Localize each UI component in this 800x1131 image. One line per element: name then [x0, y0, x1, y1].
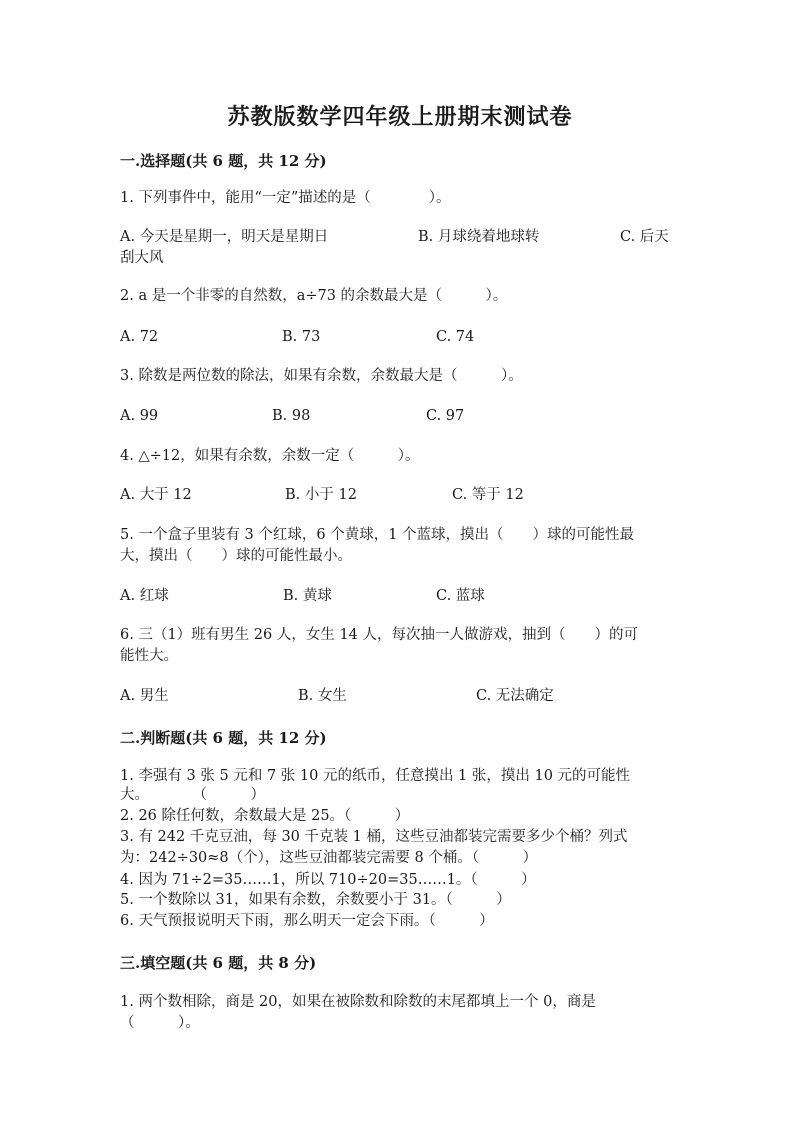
judge-line: 3. 有 242 千克豆油，每 30 千克装 1 桶，这些豆油都装完需要多少个桶？列式 — [120, 829, 628, 845]
judge-line: 为：242÷30≈8（个），这些豆油都装完需要 8 个桶。（ ） — [120, 850, 538, 866]
fill-line: 1. 两个数相除，商是 20，如果在被除数和除数的末尾都填上一个 0，商是 — [120, 994, 596, 1010]
section-heading-fill: 三.填空题(共 6 题，共 8 分) — [120, 954, 317, 972]
question-option: B. 73 — [282, 329, 321, 345]
question-option: B. 月球绕着地球转 — [418, 229, 540, 245]
question-option: C. 97 — [426, 408, 465, 424]
question-option: C. 74 — [436, 329, 475, 345]
fill-line: （ ）。 — [120, 1015, 200, 1031]
judge-line: 4. 因为 71÷2=35……1，所以 710÷20=35……1。（ ） — [120, 872, 536, 888]
question-option: A. 大于 12 — [120, 487, 192, 503]
section-heading-choice: 一.选择题(共 6 题，共 12 分) — [120, 152, 327, 170]
question-option: C. 蓝球 — [436, 588, 485, 604]
judge-line: 6. 天气预报说明天下雨，那么明天一定会下雨。（ ） — [120, 913, 494, 929]
question-option: A. 72 — [120, 329, 159, 345]
question-stem: 3. 除数是两位数的除法，如果有余数，余数最大是（ ）。 — [120, 368, 523, 384]
question-stem-wrap: 能性大。 — [120, 648, 178, 664]
question-option: A. 今天是星期一，明天是星期日 — [120, 229, 329, 245]
question-option-wrap: 刮大风 — [120, 250, 164, 266]
question-stem: 5. 一个盒子里装有 3 个红球，6 个黄球，1 个蓝球，摸出（ ）球的可能性最 — [120, 527, 635, 543]
question-option: A. 男生 — [120, 688, 169, 704]
question-option: A. 红球 — [120, 588, 169, 604]
question-stem-wrap: 大，摸出（ ）球的可能性最小。 — [120, 548, 352, 564]
question-stem: 4. △÷12，如果有余数，余数一定（ ）。 — [120, 448, 420, 464]
question-option: B. 98 — [272, 408, 311, 424]
question-stem: 6. 三（1）班有男生 26 人，女生 14 人，每次抽一人做游戏，抽到（ ）的可 — [120, 627, 639, 643]
question-option: C. 等于 12 — [452, 487, 524, 503]
judge-line: 大。 （ ） — [120, 787, 265, 803]
question-option: B. 小于 12 — [285, 487, 357, 503]
question-option: B. 女生 — [298, 688, 347, 704]
question-stem: 1. 下列事件中，能用“一定”描述的是（ ）。 — [120, 190, 451, 206]
question-option: A. 99 — [120, 408, 159, 424]
judge-line: 5. 一个数除以 31，如果有余数，余数要小于 31。（ ） — [120, 892, 511, 908]
question-stem: 2. a 是一个非零的自然数，a÷73 的余数最大是（ ）。 — [120, 288, 508, 304]
question-option: B. 黄球 — [283, 588, 332, 604]
page-title: 苏教版数学四年级上册期末测试卷 — [227, 104, 573, 130]
question-option: C. 后天 — [620, 229, 669, 245]
judge-line: 1. 李强有 3 张 5 元和 7 张 10 元的纸币，任意摸出 1 张，摸出 10 元的可能性 — [120, 768, 631, 784]
section-heading-judge: 二.判断题(共 6 题，共 12 分) — [120, 729, 327, 747]
question-option: C. 无法确定 — [476, 688, 554, 704]
judge-line: 2. 26 除任何数，余数最大是 25。（ ） — [120, 808, 410, 824]
